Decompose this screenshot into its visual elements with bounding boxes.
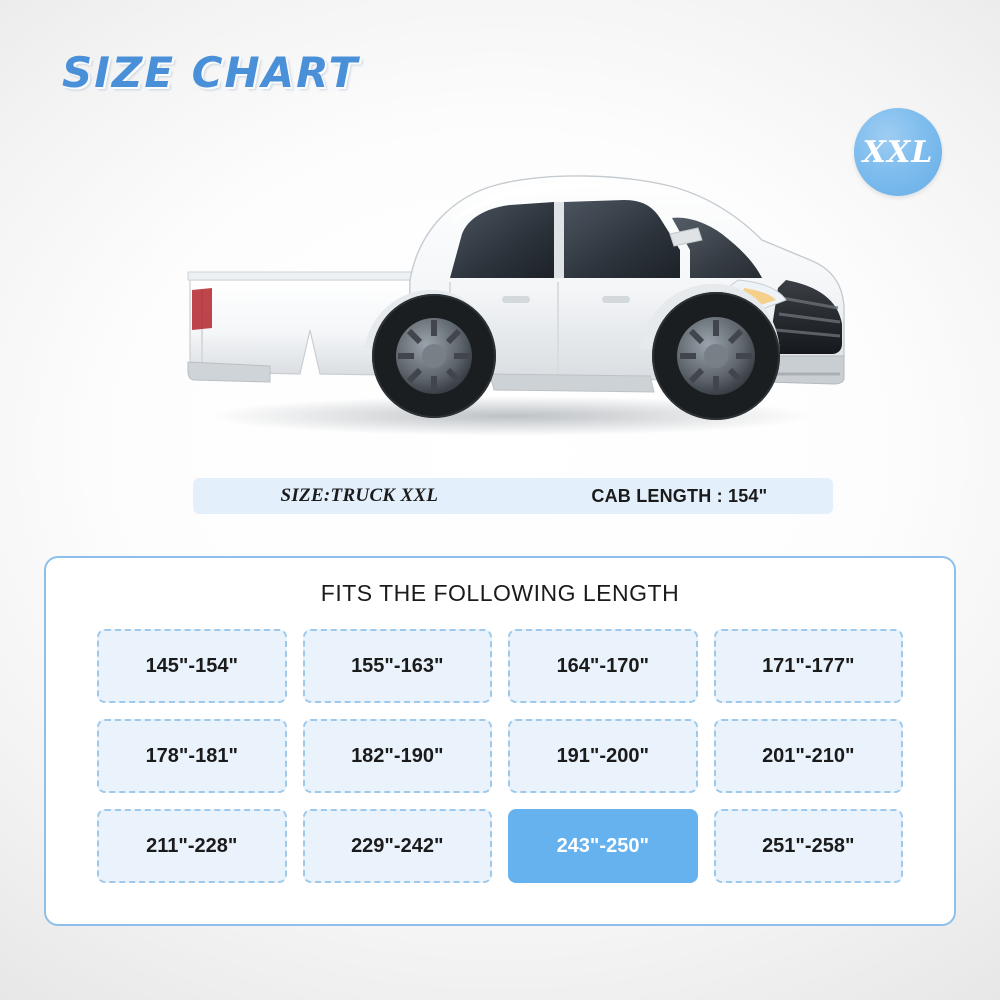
truck-illustration (150, 130, 850, 450)
truck-image (150, 130, 850, 450)
fits-title: FITS THE FOLLOWING LENGTH (320, 580, 680, 606)
length-cell[interactable]: 145"-154" (97, 629, 287, 703)
size-label: SIZE:TRUCK XXL (280, 485, 439, 506)
length-cell[interactable]: 191"-200" (508, 719, 698, 793)
page-title: SIZE CHART (62, 48, 360, 97)
length-cell[interactable]: 201"-210" (714, 719, 904, 793)
fits-panel (44, 556, 956, 926)
length-cell[interactable]: 182"-190" (303, 719, 493, 793)
length-grid (97, 629, 903, 883)
length-cell[interactable]: 155"-163" (303, 629, 493, 703)
info-bar (193, 478, 833, 514)
length-cell-selected[interactable]: 243"-250" (508, 809, 698, 883)
length-cell[interactable]: 251"-258" (714, 809, 904, 883)
length-cell[interactable]: 178"-181" (97, 719, 287, 793)
length-cell[interactable]: 164"-170" (508, 629, 698, 703)
rear-wheel (372, 294, 496, 418)
length-cell[interactable]: 229"-242" (303, 809, 493, 883)
size-badge (854, 108, 942, 196)
length-cell[interactable]: 171"-177" (714, 629, 904, 703)
front-wheel (652, 292, 780, 420)
length-cell[interactable]: 211"-228" (97, 809, 287, 883)
size-badge-label: XXL (862, 134, 934, 170)
cab-length-label: CAB LENGTH : 154" (591, 485, 768, 506)
